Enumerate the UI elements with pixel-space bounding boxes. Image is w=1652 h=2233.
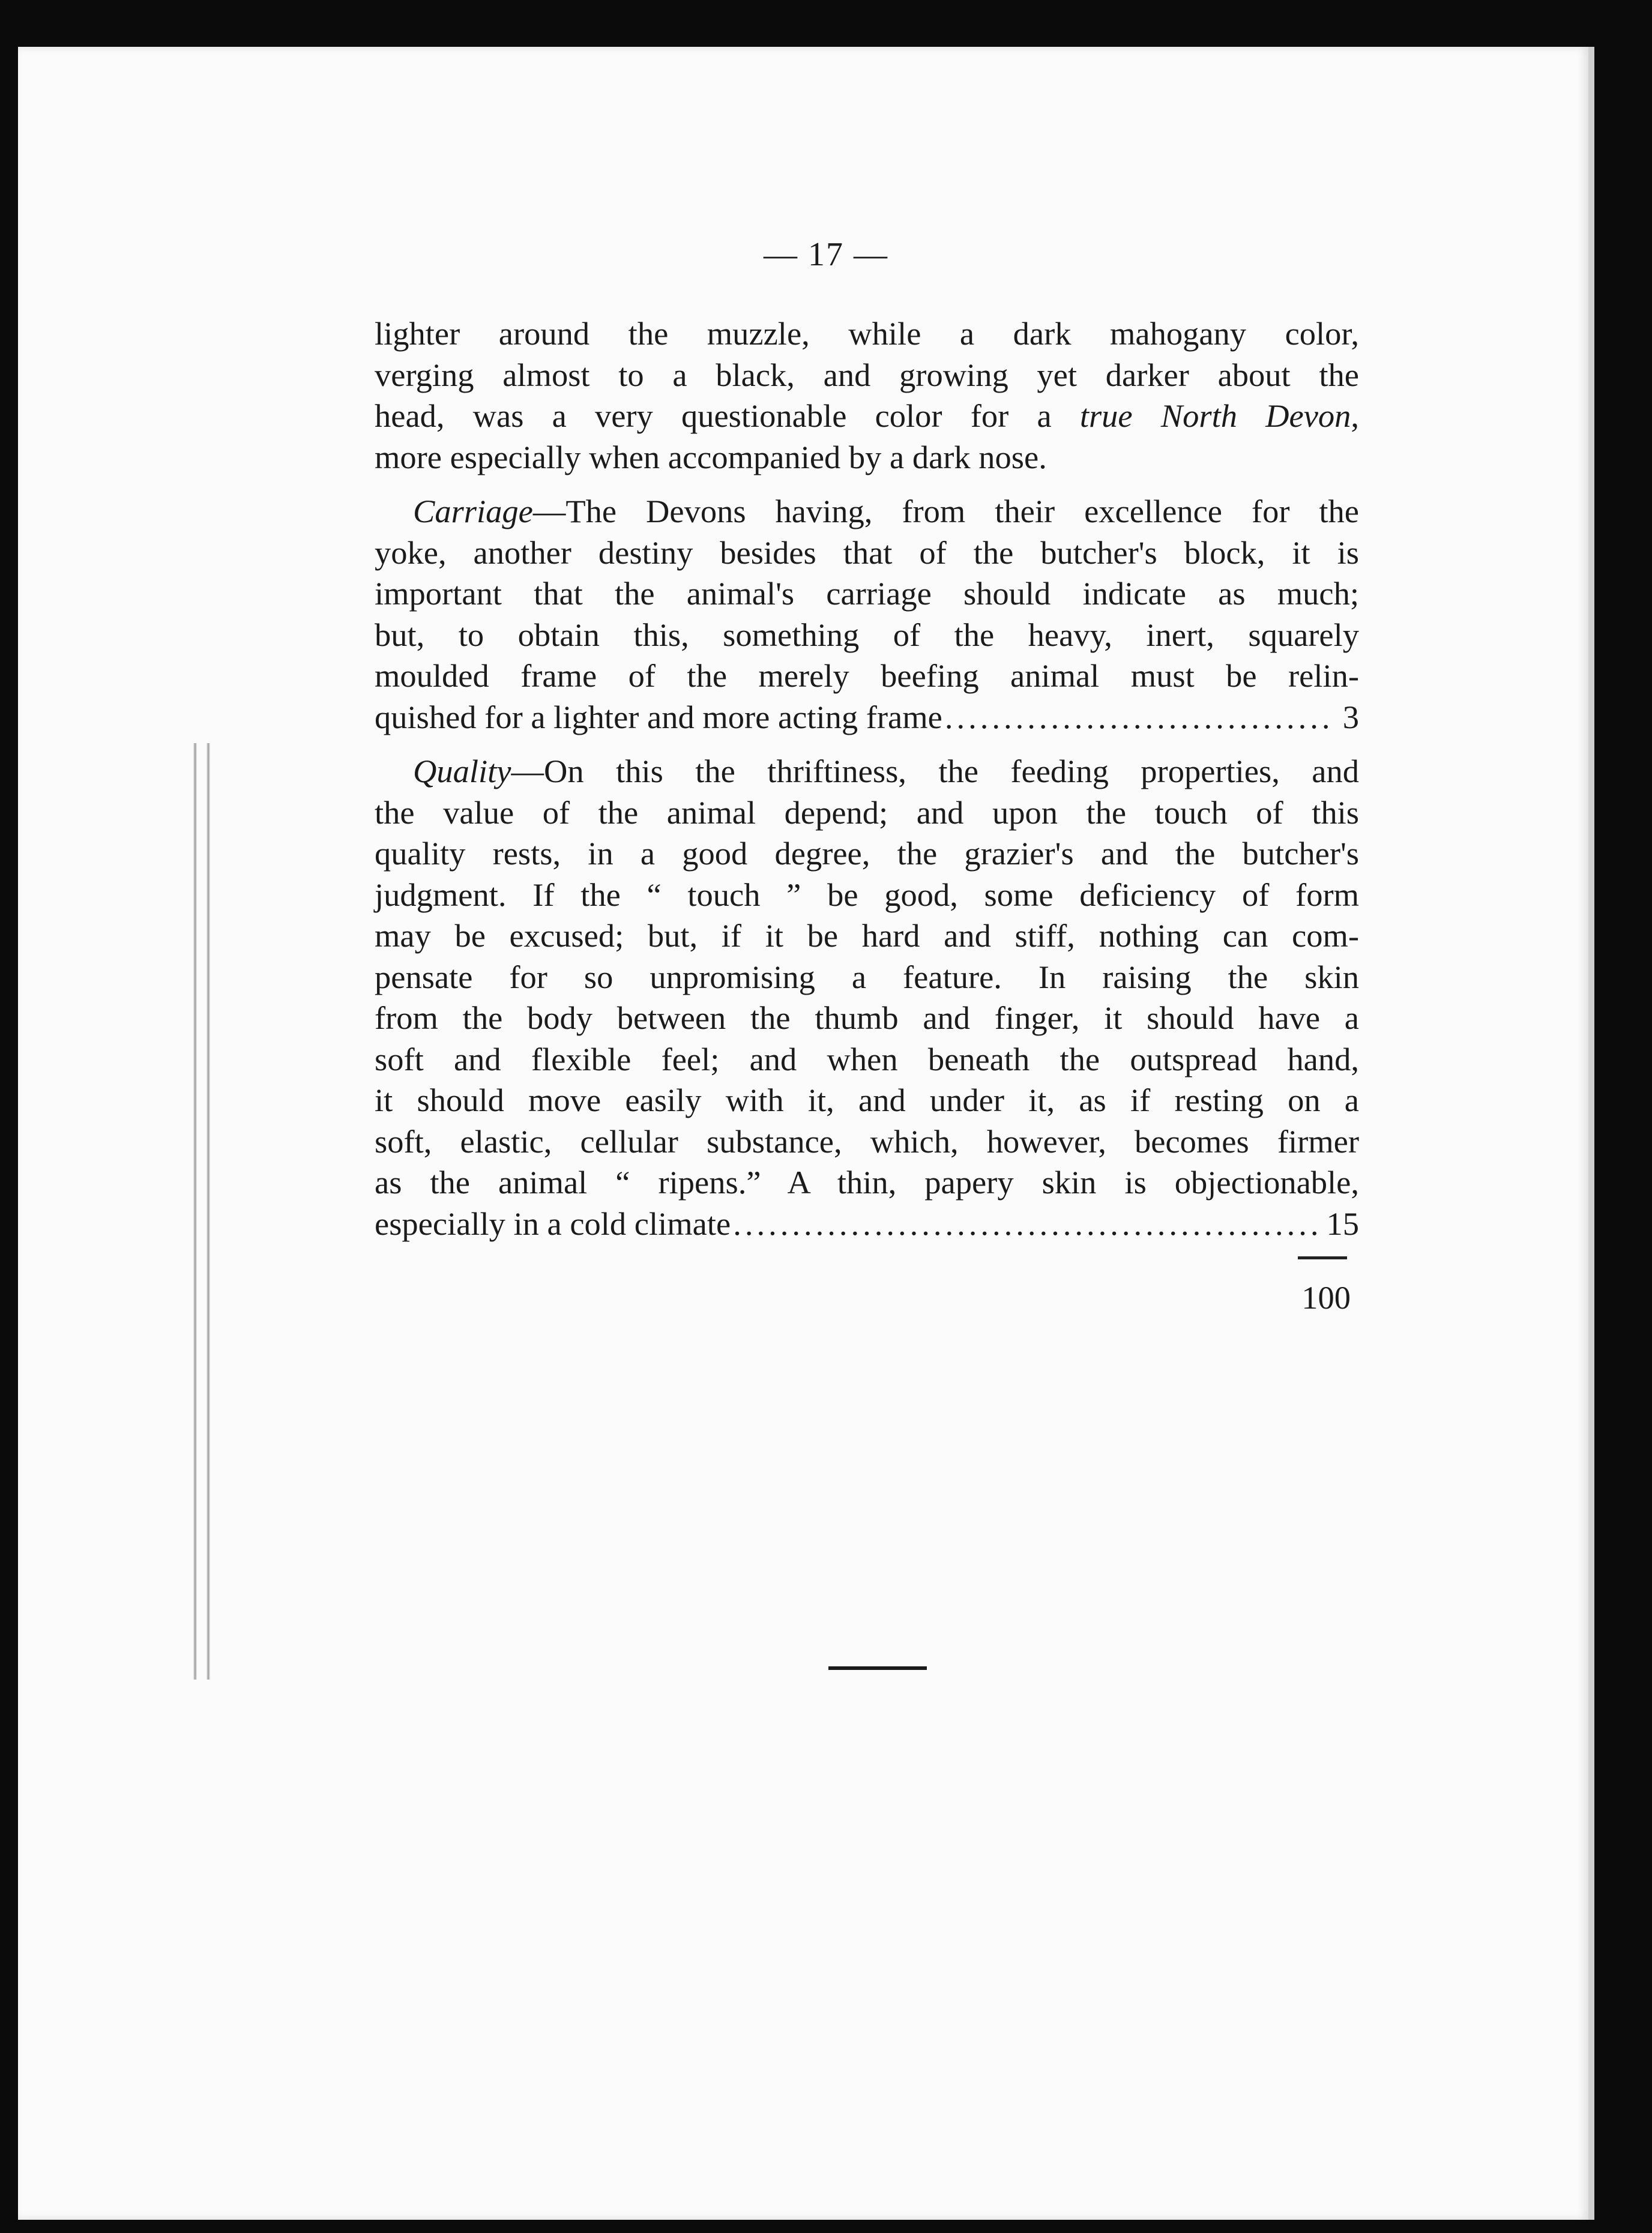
p2-line-6-text: quished for a lighter and more acting frame [375,698,942,735]
p2-line-1 [375,491,1359,532]
p3-line-10: soft, elastic, cellular substance, which, however, becomes firmer [375,1123,1359,1160]
p2-line-1-text: —The Devons having, from their excellence for the [532,493,1359,529]
p2-line-6 [375,697,1359,738]
p3-line-4: judgment. If the “ touch ” be good, some deficiency of form [375,876,1359,913]
p3-line-1 [375,751,1359,792]
p2-line-3: important that the animal's carriage should indicate as much; [375,575,1359,612]
p3-lead-word: Quality [413,753,511,789]
p3-line-7: from the body between the thumb and finger, it should have a [375,999,1359,1036]
p3-line-2: the value of the animal depend; and upon the touch of this [375,794,1359,831]
section-end-rule [828,1666,927,1670]
p3-line-5: may be excused; but, if it be hard and stiff, nothing can com- [375,917,1359,954]
total-score: 100 [1301,1279,1351,1316]
leader-dots [733,1204,1319,1245]
p1-line-3 [375,396,1359,437]
sum-rule [1298,1256,1347,1259]
p2-line-2: yoke, another destiny besides that of the butcher's block, it is [375,534,1359,571]
p1-italic-comma: , [1351,397,1360,434]
p3-line-6: pensate for so unpromising a feature. In raising the skin [375,958,1359,995]
binding-crease [193,743,215,1680]
p3-line-1-text: —On this the thriftiness, the feeding properties, and [511,753,1359,789]
p3-line-12-text: especially in a cold climate [375,1205,731,1242]
p2-lead-word: Carriage [413,493,533,529]
page-number: — 17 — [764,236,888,273]
p2-line-5: moulded frame of the merely beefing animal must be relin- [375,657,1359,694]
crease-line-right [206,743,210,1680]
p3-line-8: soft and flexible feel; and when beneath the outspread hand, [375,1040,1359,1077]
p2-line-4: but, to obtain this, something of the heavy, inert, squarely [375,616,1359,653]
carriage-score: 3 [1342,698,1359,735]
crease-line-left [193,743,197,1680]
p3-line-12 [375,1204,1359,1245]
p1-line-4: more especially when accompanied by a dark nose. [375,438,1047,475]
p1-line-2: verging almost to a black, and growing yet darker about the [375,356,1359,393]
body-text [375,313,1359,1244]
p1-line-1: lighter around the muzzle, while a dark mahogany color, [375,315,1359,352]
quality-score: 15 [1326,1205,1359,1242]
p3-line-11: as the animal “ ripens.” A thin, papery skin is objectionable, [375,1164,1359,1201]
p1-line-3-text: head, was a very questionable color for a [375,397,1052,434]
leader-dots [945,697,1336,738]
p1-italic-phrase: true North Devon [1079,397,1351,434]
p3-line-3: quality rests, in a good degree, the grazier's and the butcher's [375,835,1359,872]
p3-line-9: it should move easily with it, and under it, as if resting on a [375,1082,1359,1118]
